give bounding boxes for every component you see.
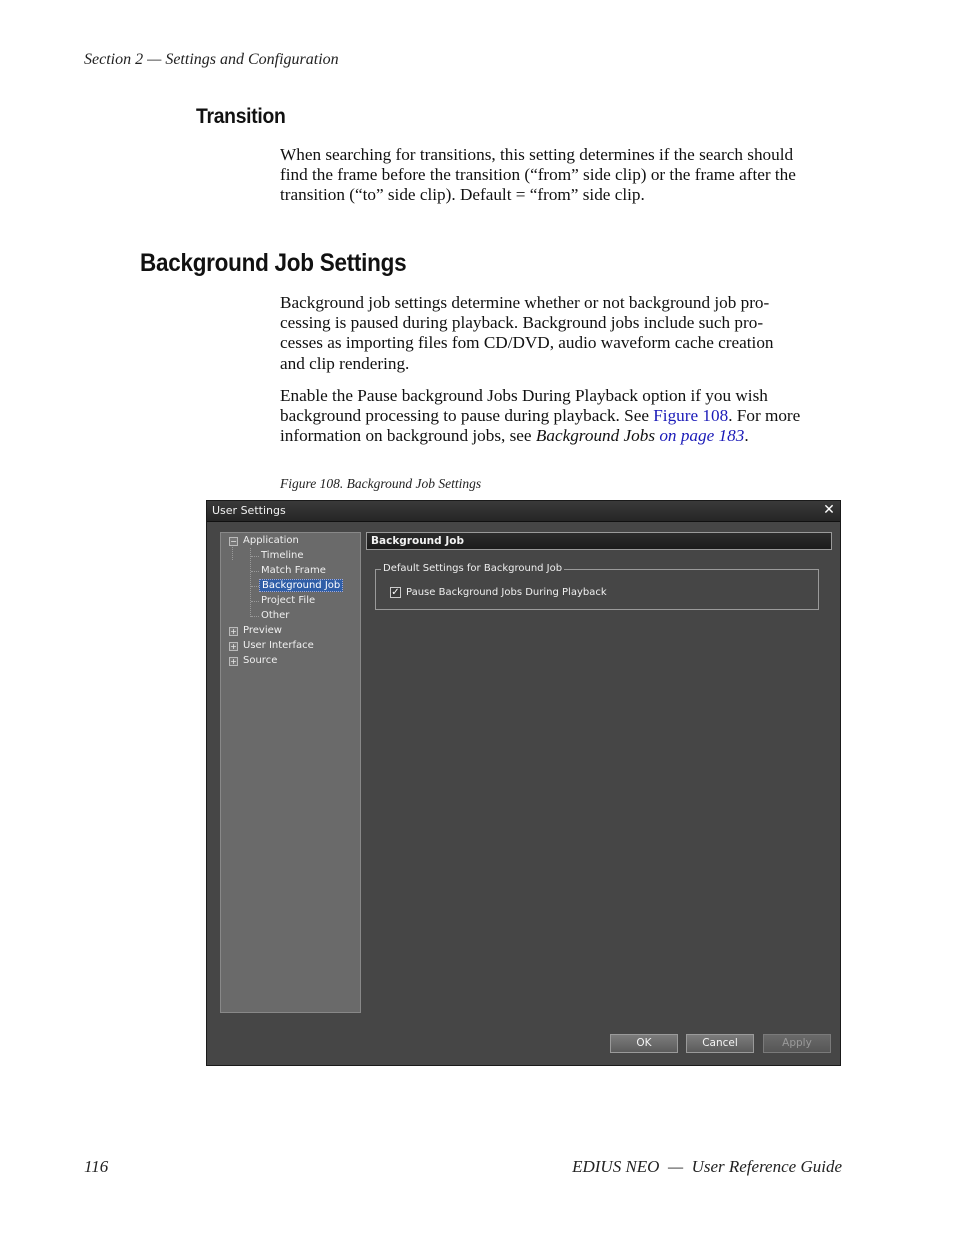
tree-connector [251, 616, 259, 617]
transition-paragraph [280, 145, 842, 206]
text-line: find the frame before the transition (“from” side clip) or the frame after the [280, 165, 796, 185]
tree-connector [251, 556, 259, 557]
tree-item-label: Match Frame [261, 565, 326, 576]
settings-tree [220, 532, 361, 1013]
group-title: Default Settings for Background Job [383, 563, 563, 574]
tree-connector [251, 601, 259, 602]
tree-item-label: Preview [243, 625, 282, 636]
tree-item-source[interactable] [229, 654, 277, 668]
user-settings-dialog [206, 500, 841, 1066]
tree-connector [232, 547, 233, 560]
text-line: and clip rendering. [280, 353, 410, 373]
bg-paragraph-2 [280, 386, 842, 447]
text-line [280, 406, 842, 426]
tree-connector [251, 586, 259, 587]
dialog-titlebar[interactable] [207, 501, 840, 522]
text-line: cesses as importing files fom CD/DVD, audio waveform cache creation [280, 333, 774, 353]
cancel-button[interactable]: Cancel [686, 1034, 754, 1053]
footer-title: EDIUS NEO — User Reference Guide [572, 1157, 842, 1176]
transition-heading: Transition [196, 105, 286, 128]
text-run: . [744, 426, 749, 446]
text-line: Enable the Pause background Jobs During Playback option if you wish [280, 386, 768, 405]
xref-title: Background Jobs [535, 426, 656, 446]
text-line [280, 426, 842, 446]
tree-connector [251, 571, 259, 572]
figure-link[interactable]: Figure 108 [653, 406, 729, 426]
bg-paragraph-1 [280, 293, 842, 374]
expand-icon[interactable]: + [230, 657, 237, 666]
section-heading: Background Job Settings [140, 249, 407, 277]
tree-item-project-file[interactable] [261, 594, 315, 608]
tree-item-other[interactable] [261, 609, 289, 623]
dialog-title: User Settings [212, 504, 286, 517]
tree-item-label: Project File [261, 595, 316, 606]
ok-button[interactable]: OK [610, 1034, 678, 1053]
tree-item-application[interactable] [229, 534, 299, 548]
apply-button[interactable]: Apply [763, 1034, 831, 1053]
collapse-icon[interactable]: − [230, 537, 237, 546]
pause-jobs-checkbox[interactable]: ✓ [391, 587, 400, 598]
pause-jobs-label[interactable]: Pause Background Jobs During Playback [406, 587, 607, 598]
tree-item-label: Timeline [261, 550, 304, 561]
expand-icon[interactable]: + [230, 627, 237, 636]
running-header: Section 2 — Settings and Configuration [84, 51, 339, 68]
panel-title: Background Job [371, 535, 464, 547]
tree-item-label: Background Job [259, 579, 343, 592]
text-line: transition (“to” side clip). Default = “from” side clip. [280, 185, 645, 205]
expand-icon[interactable]: + [230, 642, 237, 651]
tree-connector [250, 548, 251, 617]
tree-item-background-job[interactable] [261, 579, 343, 593]
tree-item-label: User Interface [243, 640, 314, 651]
close-icon[interactable]: ✕ [823, 502, 835, 518]
text-run: background processing to pause during playback. See [280, 406, 654, 426]
text-line: Background job settings determine whether or not background job pro- [280, 293, 770, 312]
panel-header [366, 532, 832, 550]
tree-item-timeline[interactable] [261, 549, 304, 563]
tree-item-label: Other [261, 610, 290, 621]
text-run: . For more [728, 406, 801, 426]
tree-item-label: Application [243, 535, 299, 546]
page-link[interactable]: on page 183 [659, 426, 745, 446]
figure-caption: Figure 108. Background Job Settings [280, 476, 482, 491]
text-line: cessing is paused during playback. Background jobs include such pro- [280, 313, 764, 333]
tree-item-user-interface[interactable] [229, 639, 314, 653]
text-line: When searching for transitions, this setting determines if the search should [280, 145, 794, 164]
tree-item-match-frame[interactable] [261, 564, 326, 578]
text-run: information on background jobs, see [280, 426, 536, 446]
tree-item-label: Source [243, 655, 278, 666]
page-number: 116 [84, 1157, 109, 1176]
tree-item-preview[interactable] [229, 624, 282, 638]
